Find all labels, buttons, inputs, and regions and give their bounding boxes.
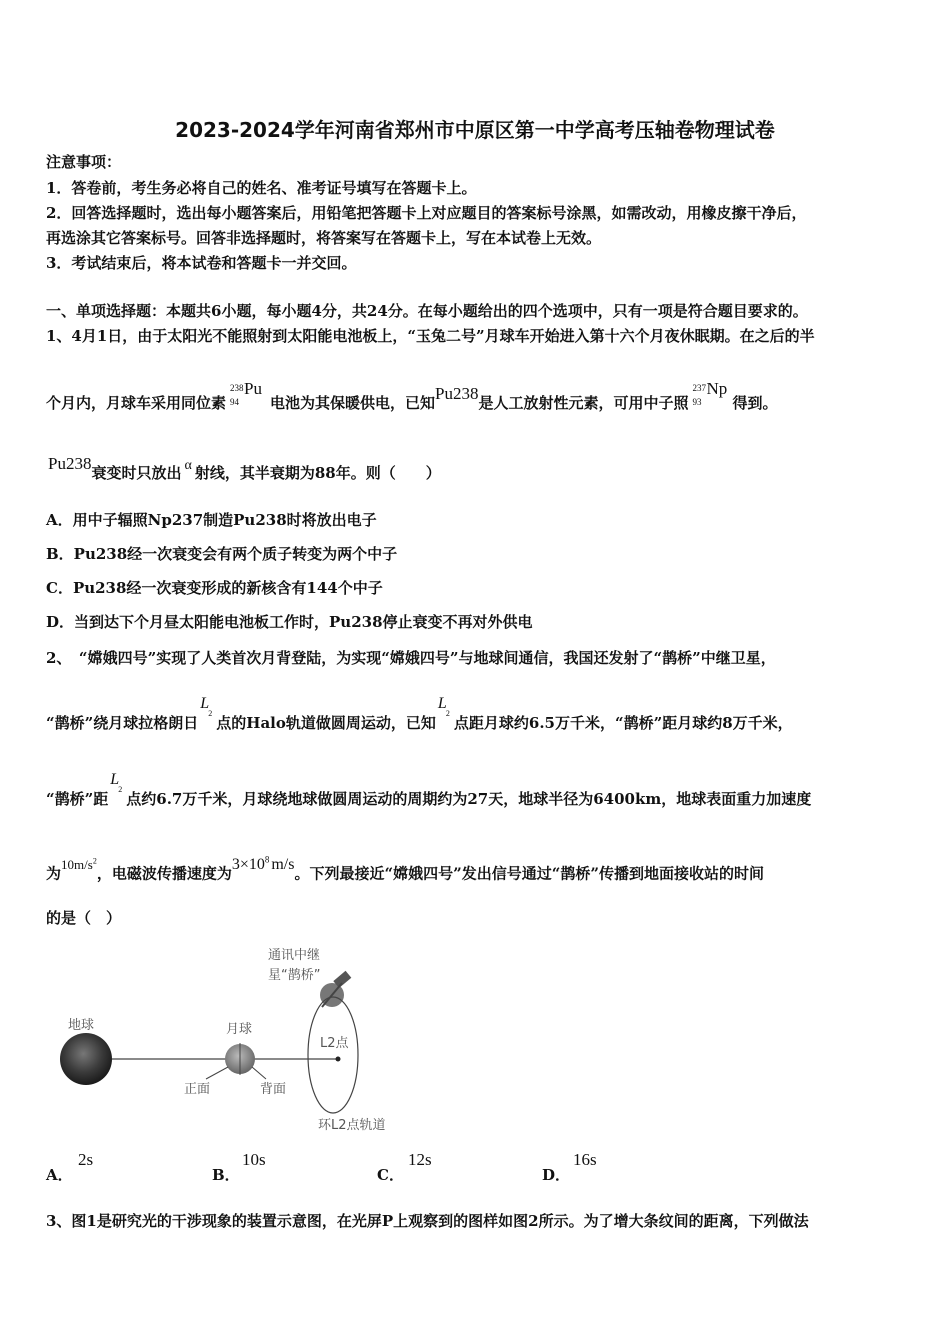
front-side-label: 正面 (184, 1082, 211, 1097)
q2-line-1: 2、 “嫦娥四号”实现了人类首次月背登陆，为实现“嫦娥四号”与地球间通信，我国还发射了“鹊桥”中继卫星， (46, 649, 776, 667)
q1-text: 得到。 (732, 394, 778, 412)
moon-label: 月球 (226, 1022, 253, 1037)
q2-line-3 (46, 771, 812, 809)
notice-item: 2．回答选择题时，选出每小题答案后，用铅笔把答题卡上对应题目的答案标号涂黑，如需改动，用橡皮擦干净后， (46, 204, 807, 222)
q1-option-d: D．当到达下个月昼太阳能电池板工作时，Pu238停止衰变不再对外供电 (46, 613, 533, 631)
q2-text: “鹊桥”距 (46, 790, 109, 808)
earth-label: 地球 (68, 1018, 95, 1033)
l2-symbol (108, 771, 126, 804)
np-atomic-number: 93 (692, 397, 702, 407)
l-letter: L (110, 771, 120, 788)
l2-symbol (436, 695, 454, 728)
q2-text: 点约6.7万千米，月球绕地球做圆周运动的周期约为27天，地球半径为6400km，地球表面重力加速度 (126, 790, 812, 808)
np-nuclide (689, 379, 733, 410)
q2-text: “鹊桥”绕月球拉格朗日 (46, 714, 199, 732)
front-arrow (206, 1067, 228, 1079)
l2-label: L2点 (320, 1036, 349, 1051)
q1-text: 是人工放射性元素，可用中子照 (478, 394, 689, 412)
q2-option-c-value: 12s (408, 1150, 432, 1169)
l-letter: L (200, 695, 210, 712)
q2-text: ，电磁波传播速度为 (96, 864, 232, 883)
q2-option-b-value: 10s (242, 1150, 266, 1169)
light-speed-unit: m/s (271, 856, 295, 874)
q2-option-a-value: 2s (78, 1150, 94, 1169)
alpha-symbol: α (184, 458, 192, 473)
q2-option-b-letter: B． (212, 1166, 240, 1184)
relay-label-line-1: 通讯中继 (268, 948, 321, 963)
np-symbol: Np (706, 379, 728, 398)
q1-text: 个月内，月球车采用同位素 (46, 394, 227, 412)
pu238-symbol: Pu238 (48, 454, 92, 473)
notice-item: 1．答卷前，考生务必将自己的姓名、准考证号填写在答题卡上。 (46, 179, 477, 197)
earth-icon (60, 1033, 112, 1085)
q2-option-c-letter: C． (377, 1166, 404, 1184)
q2-line-2 (46, 695, 793, 733)
q3-line-1: 3、图1是研究光的干涉现象的装置示意图，在光屏P上观察到的图样如图2所示。为了增大条纹间的距离，下列做法 (46, 1212, 809, 1230)
relay-label-line-2: 星“鹊桥” (268, 968, 321, 983)
relay-satellite-icon (320, 971, 351, 1007)
q2-option-d-letter: D． (542, 1166, 571, 1184)
l2-symbol (198, 695, 216, 728)
np-mass-number: 237 (692, 383, 707, 393)
light-speed-number: 3×10 (231, 856, 265, 874)
q1-text: 衰变时只放出 (91, 464, 182, 482)
q2-option-a-letter: A． (46, 1166, 73, 1184)
q1-option-c: C．Pu238经一次衰变形成的新核含有144个中子 (46, 579, 383, 597)
q1-line-1: 1、4月1日，由于太阳光不能照射到太阳能电池板上，“玉兔二号”月球车开始进入第十六个月夜休眠期。在之后的半 (46, 327, 815, 345)
l-subscript: 2 (445, 709, 450, 718)
pu-atomic-number: 94 (230, 397, 240, 407)
earth-moon-relay-diagram (46, 935, 416, 1135)
pu-mass-number: 238 (230, 383, 244, 393)
q2-text: 为 (46, 864, 62, 883)
l2-orbit (308, 997, 358, 1113)
l-letter: L (437, 695, 447, 712)
q1-text: 射线，其半衰期为88年。则（ ） (194, 464, 441, 482)
notice-heading: 注意事项： (46, 153, 122, 171)
pu238-symbol: Pu238 (435, 384, 479, 403)
q1-text: 电池为其保暖供电，已知 (270, 394, 436, 412)
q1-line-2 (46, 379, 778, 413)
q2-line-4 (46, 855, 764, 884)
q2-text: 点距月球约6.5万千米，“鹊桥”距月球约8万千米， (453, 714, 793, 732)
gravity-value (61, 857, 97, 872)
q2-option-d-value: 16s (573, 1150, 597, 1169)
q1-option-b: B．Pu238经一次衰变会有两个质子转变为两个中子 (46, 545, 398, 563)
section-heading: 一、单项选择题：本题共6小题，每小题4分，共24分。在每小题给出的四个选项中，只有一项是符合题目要求的。 (46, 302, 808, 320)
l2-point (336, 1057, 341, 1062)
orbit-label: 环L2点轨道 (318, 1118, 386, 1133)
gravity-exponent: 2 (92, 857, 97, 866)
q2-line-5: 的是（ ） (46, 909, 122, 927)
q1-option-a: A．用中子辐照Np237制造Pu238时将放出电子 (46, 511, 377, 529)
light-speed-exponent: 8 (264, 855, 270, 865)
notice-item: 再选涂其它答案标号。回答非选择题时，将答案写在答题卡上，写在本试卷上无效。 (46, 229, 602, 247)
pu-nuclide (226, 379, 270, 410)
q2-text: 点的Halo轨道做圆周运动，已知 (216, 714, 436, 732)
light-speed-value (232, 856, 295, 873)
pu-symbol: Pu (244, 379, 262, 398)
back-arrow (252, 1067, 266, 1079)
l-subscript: 2 (118, 785, 123, 794)
notice-item: 3．考试结束后，将本试卷和答题卡一并交回。 (46, 254, 357, 272)
q2-text: 。下列最接近“嫦娥四号”发出信号通过“鹊桥”传播到地面接收站的时间 (294, 864, 764, 883)
page-title: 2023-2024学年河南省郑州市中原区第一中学高考压轴卷物理试卷 (175, 118, 775, 142)
back-side-label: 背面 (260, 1082, 287, 1097)
q1-line-3 (46, 454, 441, 485)
gravity-number: 10m/s (61, 857, 93, 873)
l-subscript: 2 (208, 709, 213, 718)
